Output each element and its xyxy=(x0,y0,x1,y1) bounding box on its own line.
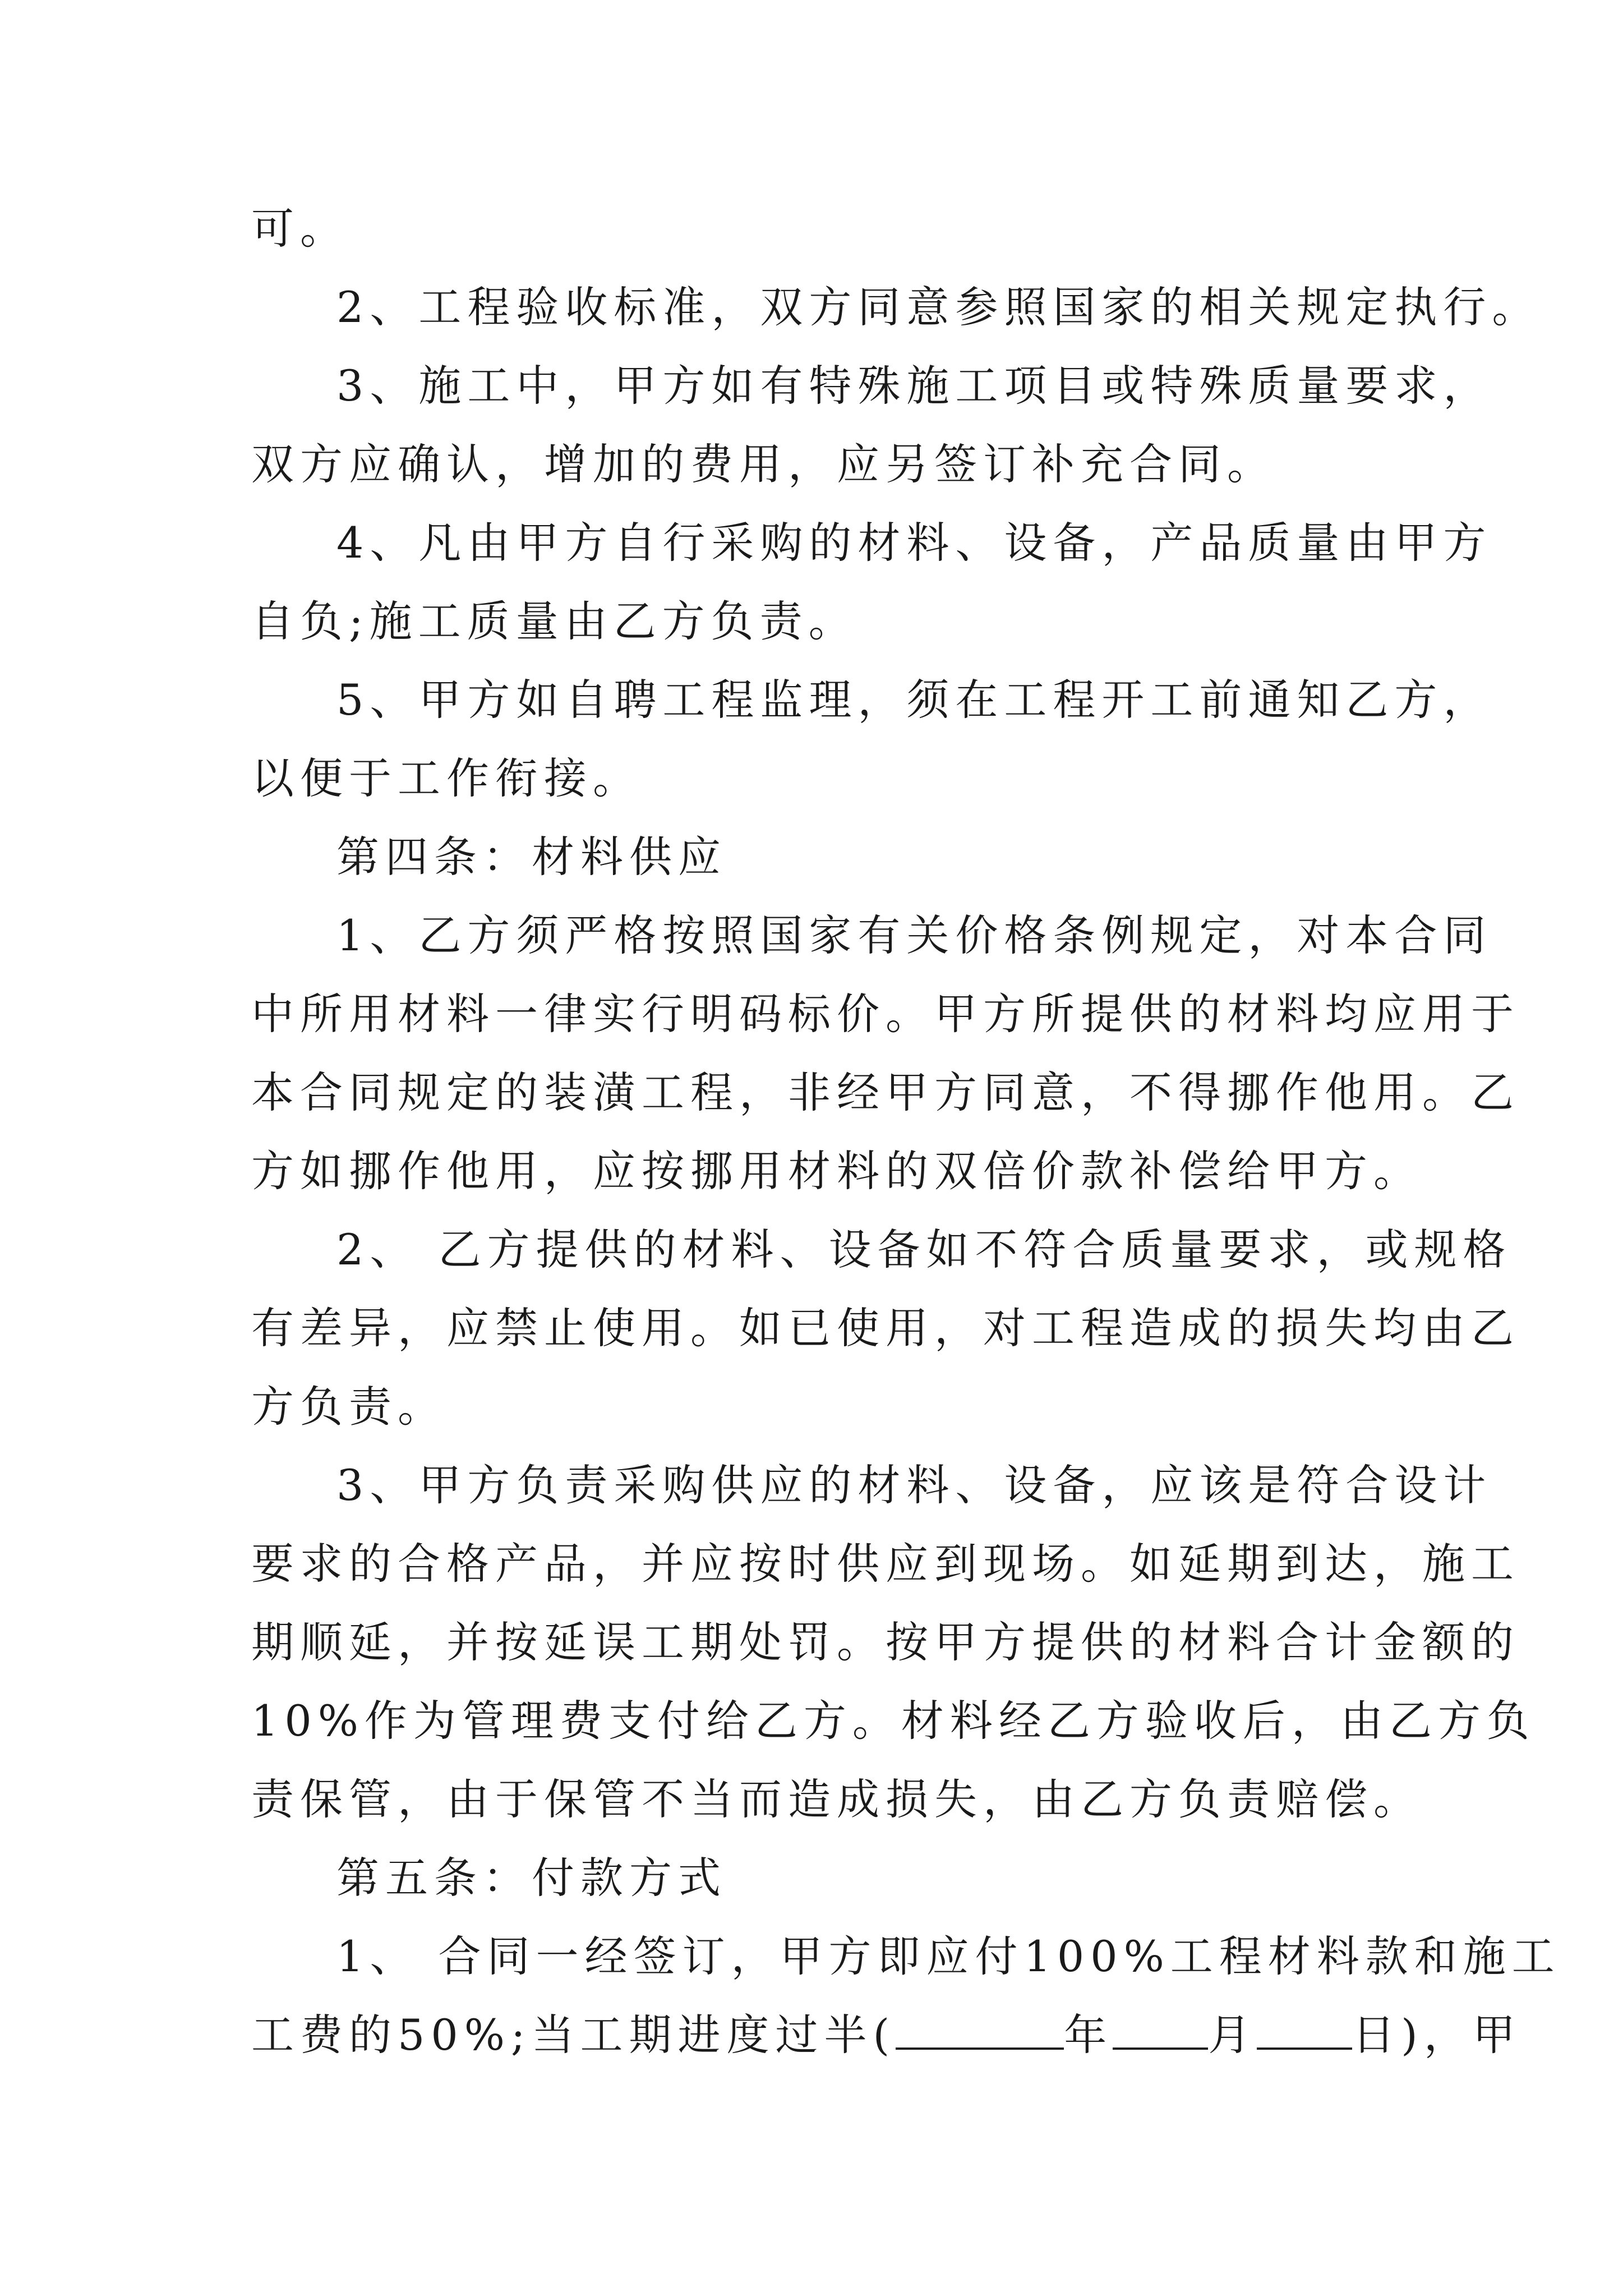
text-line-18: 要求的合格产品，并应按时供应到现场。如延期到达，施工 xyxy=(251,1539,1520,1589)
text-line-8: 以便于工作衔接。 xyxy=(251,753,642,803)
text-line-24 xyxy=(251,2001,1521,2069)
text-line-21: 责保管，由于保管不当而造成损失，由乙方负责赔偿。 xyxy=(251,1774,1422,1824)
text-line-10: 1、乙方须严格按照国家有关价格条例规定，对本合同 xyxy=(336,910,1492,960)
text-line-6: 自负;施工质量由乙方负责。 xyxy=(251,596,857,646)
text-line-23: 1、 合同一经签订，甲方即应付100%工程材料款和施工 xyxy=(336,1931,1561,1981)
text-line-14: 2、 乙方提供的材料、设备如不符合质量要求，或规格 xyxy=(336,1225,1512,1274)
day-blank xyxy=(1257,2008,1352,2050)
section-heading-4: 第四条：材料供应 xyxy=(336,832,727,882)
text-line-5: 4、凡由甲方自行采购的材料、设备，产品质量由甲方 xyxy=(336,518,1492,568)
section-heading-5: 第五条：付款方式 xyxy=(336,1853,727,1903)
text-line-12: 本合同规定的装潢工程，非经甲方同意，不得挪作他用。乙 xyxy=(251,1068,1520,1117)
month-blank xyxy=(1113,2008,1208,2050)
text-line-20: 10%作为管理费支付给乙方。材料经乙方验收后，由乙方负 xyxy=(251,1696,1536,1746)
text-line-11: 中所用材料一律实行明码标价。甲方所提供的材料均应用于 xyxy=(251,989,1520,1039)
text-line-15: 有差异，应禁止使用。如已使用，对工程造成的损失均由乙 xyxy=(251,1303,1520,1353)
text-line-2: 2、工程验收标准，双方同意参照国家的相关规定执行。 xyxy=(336,282,1541,332)
text-line-1: 可。 xyxy=(251,204,349,254)
month-label: 月 xyxy=(1208,2010,1257,2060)
text-line-13: 方如挪作他用，应按挪用材料的双倍价款补偿给甲方。 xyxy=(251,1146,1422,1196)
day-label: 日)，甲 xyxy=(1352,2010,1521,2060)
year-label: 年 xyxy=(1064,2010,1113,2060)
text-line-4: 双方应确认，增加的费用，应另签订补充合同。 xyxy=(251,439,1276,489)
text-line-3: 3、施工中，甲方如有特殊施工项目或特殊质量要求， xyxy=(336,361,1492,411)
text-line-7: 5、甲方如自聘工程监理，须在工程开工前通知乙方， xyxy=(336,675,1492,725)
text-line-16: 方负责。 xyxy=(251,1382,446,1432)
last-line-text: 工费的50%;当工期进度过半( xyxy=(251,2010,896,2060)
year-blank xyxy=(896,2008,1064,2050)
text-line-19: 期顺延，并按延误工期处罚。按甲方提供的材料合计金额的 xyxy=(251,1617,1520,1667)
text-line-17: 3、甲方负责采购供应的材料、设备，应该是符合设计 xyxy=(336,1460,1492,1510)
